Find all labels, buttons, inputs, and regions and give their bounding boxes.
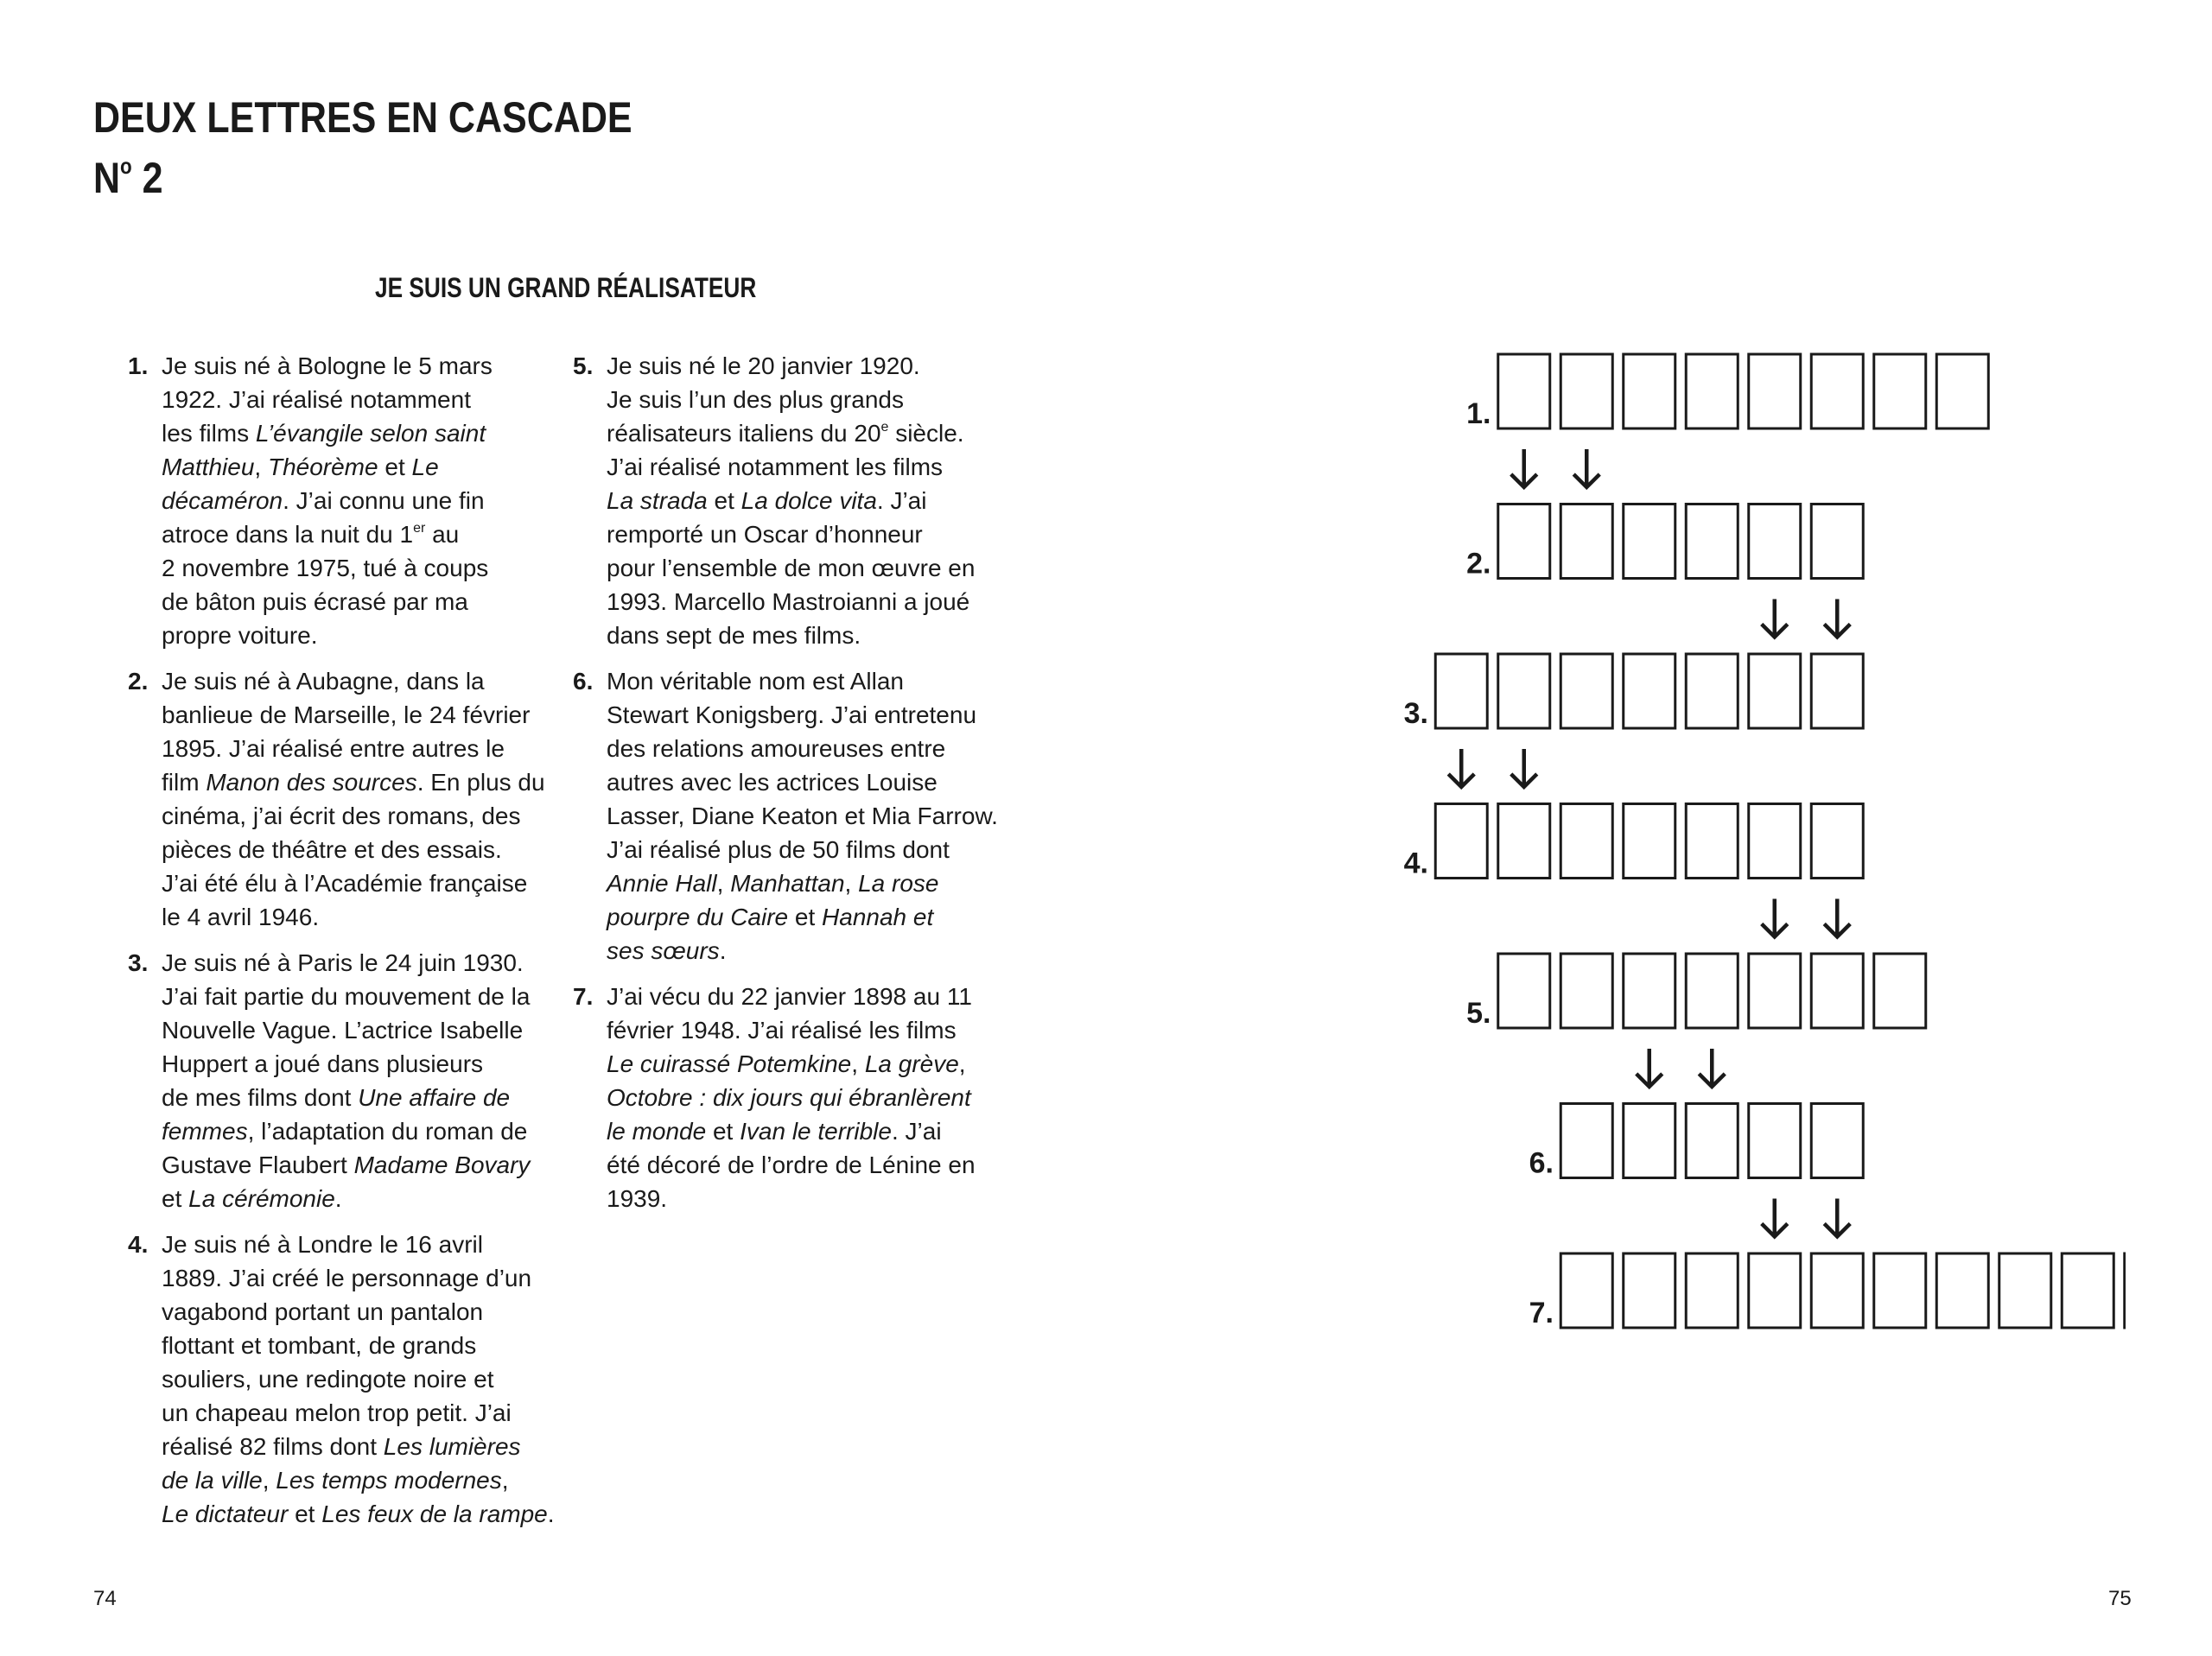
letter-box[interactable] [1560, 654, 1612, 728]
answer-row [1529, 1253, 2126, 1329]
clue-line: film Manon des sources. En plus du [162, 769, 545, 796]
clue-line: J’ai réalisé plus de 50 films dont [607, 836, 950, 863]
clue-number: 5. [573, 352, 594, 379]
letter-box[interactable] [1811, 354, 1863, 428]
row-label: 7. [1529, 1297, 1554, 1329]
clue-line: décaméron. J’ai connu une fin [162, 487, 485, 514]
letter-box[interactable] [1686, 954, 1738, 1028]
row-label: 1. [1466, 397, 1491, 430]
letter-box[interactable] [1624, 504, 1675, 579]
letter-box[interactable] [1498, 954, 1550, 1028]
letter-box[interactable] [1686, 504, 1738, 579]
clue-line: Le dictateur et Les feux de la rampe. [162, 1501, 555, 1527]
clue-line: J’ai vécu du 22 janvier 1898 au 11 [607, 983, 972, 1010]
letter-box[interactable] [1749, 504, 1801, 579]
clue-line: été décoré de l’ordre de Lénine en [607, 1152, 976, 1178]
clue-line: le 4 avril 1946. [162, 904, 320, 930]
arrow-down-icon [1824, 600, 1850, 638]
letter-box[interactable] [1811, 1104, 1863, 1178]
arrow-down-icon [1762, 1199, 1788, 1237]
letter-box[interactable] [1624, 804, 1675, 879]
clue-text [162, 349, 534, 652]
clue-line: Huppert a joué dans plusieurs [162, 1050, 484, 1077]
letter-box[interactable] [1686, 804, 1738, 879]
arrow-down-icon [1573, 449, 1599, 487]
clue-number: 3. [128, 949, 149, 976]
clue-line: vagabond portant un pantalon [162, 1298, 484, 1325]
letter-box[interactable] [1874, 1253, 1926, 1328]
clue-line: Je suis né à Paris le 24 juin 1930. [162, 949, 524, 976]
clue-line: 1939. [607, 1185, 668, 1212]
letter-box[interactable] [1749, 354, 1801, 428]
letter-box[interactable] [1560, 1253, 1612, 1328]
letter-box[interactable] [1686, 1253, 1738, 1328]
letter-box[interactable] [1498, 354, 1550, 428]
clue-line: Je suis né à Bologne le 5 mars [162, 352, 493, 379]
clue-line: 1889. J’ai créé le personnage d’un [162, 1265, 532, 1291]
title-line-2: $N^o$ 2 [93, 153, 163, 202]
clue-line: femmes, l’adaptation du roman de [162, 1118, 528, 1145]
letter-box[interactable] [1749, 954, 1801, 1028]
clue-line: remporté un Oscar d’honneur [607, 521, 923, 548]
clue-line: Je suis né à Aubagne, dans la [162, 668, 485, 695]
letter-box[interactable] [1811, 1253, 1863, 1328]
clue-item [573, 664, 998, 968]
letter-box[interactable] [1749, 654, 1801, 728]
clue-line: ses sœurs. [607, 937, 727, 964]
letter-box[interactable] [1560, 1104, 1612, 1178]
clue-line: pour l’ensemble de mon œuvre en [607, 555, 976, 581]
clue-line: de la ville, Les temps modernes, [162, 1467, 509, 1494]
clue-text [162, 664, 545, 934]
clue-item [128, 349, 534, 652]
row-label: 2. [1466, 547, 1491, 581]
arrow-down-icon [1511, 749, 1537, 787]
clue-text [607, 664, 998, 968]
clue-line: La strada et La dolce vita. J’ai [607, 487, 927, 514]
clues-column-left [128, 349, 555, 1543]
clue-line: dans sept de mes films. [607, 622, 861, 649]
letter-box[interactable] [1749, 1104, 1801, 1178]
letter-box[interactable] [1560, 804, 1612, 879]
letter-box[interactable] [1686, 654, 1738, 728]
answer-row [1466, 954, 1926, 1030]
clue-text [607, 349, 979, 652]
letter-box[interactable] [1560, 354, 1612, 428]
clue-line: Nouvelle Vague. L’actrice Isabelle [162, 1017, 524, 1044]
clue-line: un chapeau melon trop petit. J’ai [162, 1399, 512, 1426]
clue-line: Annie Hall, Manhattan, La rose [607, 870, 939, 897]
title-line-1: DEUX LETTRES EN CASCADE [93, 93, 632, 142]
clue-line: Lasser, Diane Keaton et Mia Farrow. [607, 803, 998, 829]
clue-line: Stewart Konigsberg. J’ai entretenu [607, 701, 977, 728]
letter-box[interactable] [1498, 504, 1550, 579]
clue-line: Gustave Flaubert Madame Bovary [162, 1152, 531, 1178]
answer-row [1466, 504, 1863, 581]
arrow-down-icon [1824, 1199, 1850, 1237]
letter-box[interactable] [1624, 354, 1675, 428]
clue-line: 1895. J’ai réalisé entre autres le [162, 735, 505, 762]
letter-box[interactable] [1624, 954, 1675, 1028]
arrow-down-icon [1699, 1049, 1725, 1087]
clue-line: Je suis l’un des plus grands [607, 386, 904, 413]
clue-text [162, 1228, 555, 1531]
clue-line: de bâton puis écrasé par ma [162, 588, 468, 615]
clue-number: 1. [128, 352, 149, 379]
clue-text [162, 946, 534, 1215]
clue-line: atroce dans la nuit du 1er au [162, 521, 460, 548]
clue-line: pièces de théâtre et des essais. [162, 836, 502, 863]
letter-box[interactable] [1811, 954, 1863, 1028]
clue-line: des relations amoureuses entre [607, 735, 946, 762]
clue-line: 2 novembre 1975, tué à coups [162, 555, 489, 581]
clue-number: 4. [128, 1231, 149, 1258]
arrow-down-icon [1824, 899, 1850, 937]
clue-line: J’ai été élu à l’Académie française [162, 870, 528, 897]
clue-line: autres avec les actrices Louise [607, 769, 938, 796]
row-label: 6. [1529, 1146, 1554, 1180]
letter-box[interactable] [2125, 1253, 2126, 1328]
letter-box[interactable] [1498, 804, 1550, 879]
row-label: 3. [1403, 697, 1428, 730]
answer-row [1466, 354, 1988, 430]
letter-box[interactable] [1686, 354, 1738, 428]
clue-text [607, 980, 979, 1215]
puzzle-subtitle: JE SUIS UN GRAND RÉALISATEUR [375, 272, 757, 303]
clue-line: et La cérémonie. [162, 1185, 342, 1212]
clue-line: souliers, une redingote noire et [162, 1366, 494, 1393]
letter-box[interactable] [1874, 954, 1926, 1028]
letter-box[interactable] [1560, 954, 1612, 1028]
letter-box[interactable] [1811, 654, 1863, 728]
clue-line: flottant et tombant, de grands [162, 1332, 477, 1359]
clue-item [573, 349, 979, 652]
letter-box[interactable] [1999, 1253, 2051, 1328]
clue-line: Octobre : dix jours qui ébranlèrent [607, 1084, 971, 1111]
clue-line: Je suis né le 20 janvier 1920. [607, 352, 920, 379]
clue-item [128, 1228, 555, 1531]
row-label: 5. [1466, 997, 1491, 1030]
clue-line: banlieue de Marseille, le 24 février [162, 701, 531, 728]
clue-line: le monde et Ivan le terrible. J’ai [607, 1118, 942, 1145]
clue-item [128, 664, 545, 934]
answer-row [1529, 1104, 1864, 1180]
letter-box[interactable] [1435, 654, 1487, 728]
letter-box[interactable] [1874, 354, 1926, 428]
clue-line: propre voiture. [162, 622, 318, 649]
clue-line: J’ai réalisé notamment les films [607, 454, 944, 480]
clue-line: 1922. J’ai réalisé notamment [162, 386, 471, 413]
letter-box[interactable] [1749, 1253, 1801, 1328]
clue-line: les films L’évangile selon saint [162, 420, 486, 447]
clue-line: J’ai fait partie du mouvement de la [162, 983, 531, 1010]
clue-item [128, 946, 534, 1215]
letter-box[interactable] [1686, 1104, 1738, 1178]
letter-box[interactable] [1560, 504, 1612, 579]
arrow-down-icon [1448, 749, 1474, 787]
letter-box[interactable] [1624, 1253, 1675, 1328]
letter-box[interactable] [1498, 654, 1550, 728]
letter-box[interactable] [1435, 804, 1487, 879]
page-number-left: 74 [93, 1587, 117, 1610]
clue-line: pourpre du Caire et Hannah et [607, 904, 934, 930]
clue-line: 1993. Marcello Mastroianni a joué [607, 588, 970, 615]
letter-box[interactable] [1936, 354, 1988, 428]
clue-line: réalisé 82 films dont Les lumières [162, 1433, 521, 1460]
page-number-right: 75 [2108, 1587, 2132, 1610]
clue-line: cinéma, j’ai écrit des romans, des [162, 803, 521, 829]
clue-line: Le cuirassé Potemkine, La grève, [607, 1050, 966, 1077]
clues-column-right [573, 349, 998, 1228]
answer-row [1404, 804, 1864, 880]
clue-number: 2. [128, 668, 149, 695]
clue-line: Matthieu, Théorème et Le [162, 454, 439, 480]
puzzle-title [93, 93, 632, 202]
answer-row [1404, 654, 1864, 730]
clue-item [573, 980, 979, 1215]
letter-box[interactable] [2062, 1253, 2113, 1328]
arrow-down-icon [1637, 1049, 1662, 1087]
arrow-down-icon [1762, 600, 1788, 638]
arrow-down-icon [1511, 449, 1537, 487]
letter-box[interactable] [1624, 654, 1675, 728]
clue-number: 7. [573, 983, 594, 1010]
clue-line: Je suis né à Londre le 16 avril [162, 1231, 483, 1258]
clue-line: de mes films dont Une affaire de [162, 1084, 511, 1111]
clue-line: février 1948. J’ai réalisé les films [607, 1017, 957, 1044]
row-label: 4. [1403, 847, 1428, 880]
clue-line: réalisateurs italiens du 20e siècle. [607, 420, 964, 447]
letter-box[interactable] [1936, 1253, 1988, 1328]
letter-box[interactable] [1624, 1104, 1675, 1178]
letter-box[interactable] [1811, 504, 1863, 579]
letter-box[interactable] [1749, 804, 1801, 879]
letter-box[interactable] [1811, 804, 1863, 879]
arrow-down-icon [1762, 899, 1788, 937]
cascade-grid [1296, 337, 2126, 1356]
clue-number: 6. [573, 668, 594, 695]
clue-line: Mon véritable nom est Allan [607, 668, 904, 695]
